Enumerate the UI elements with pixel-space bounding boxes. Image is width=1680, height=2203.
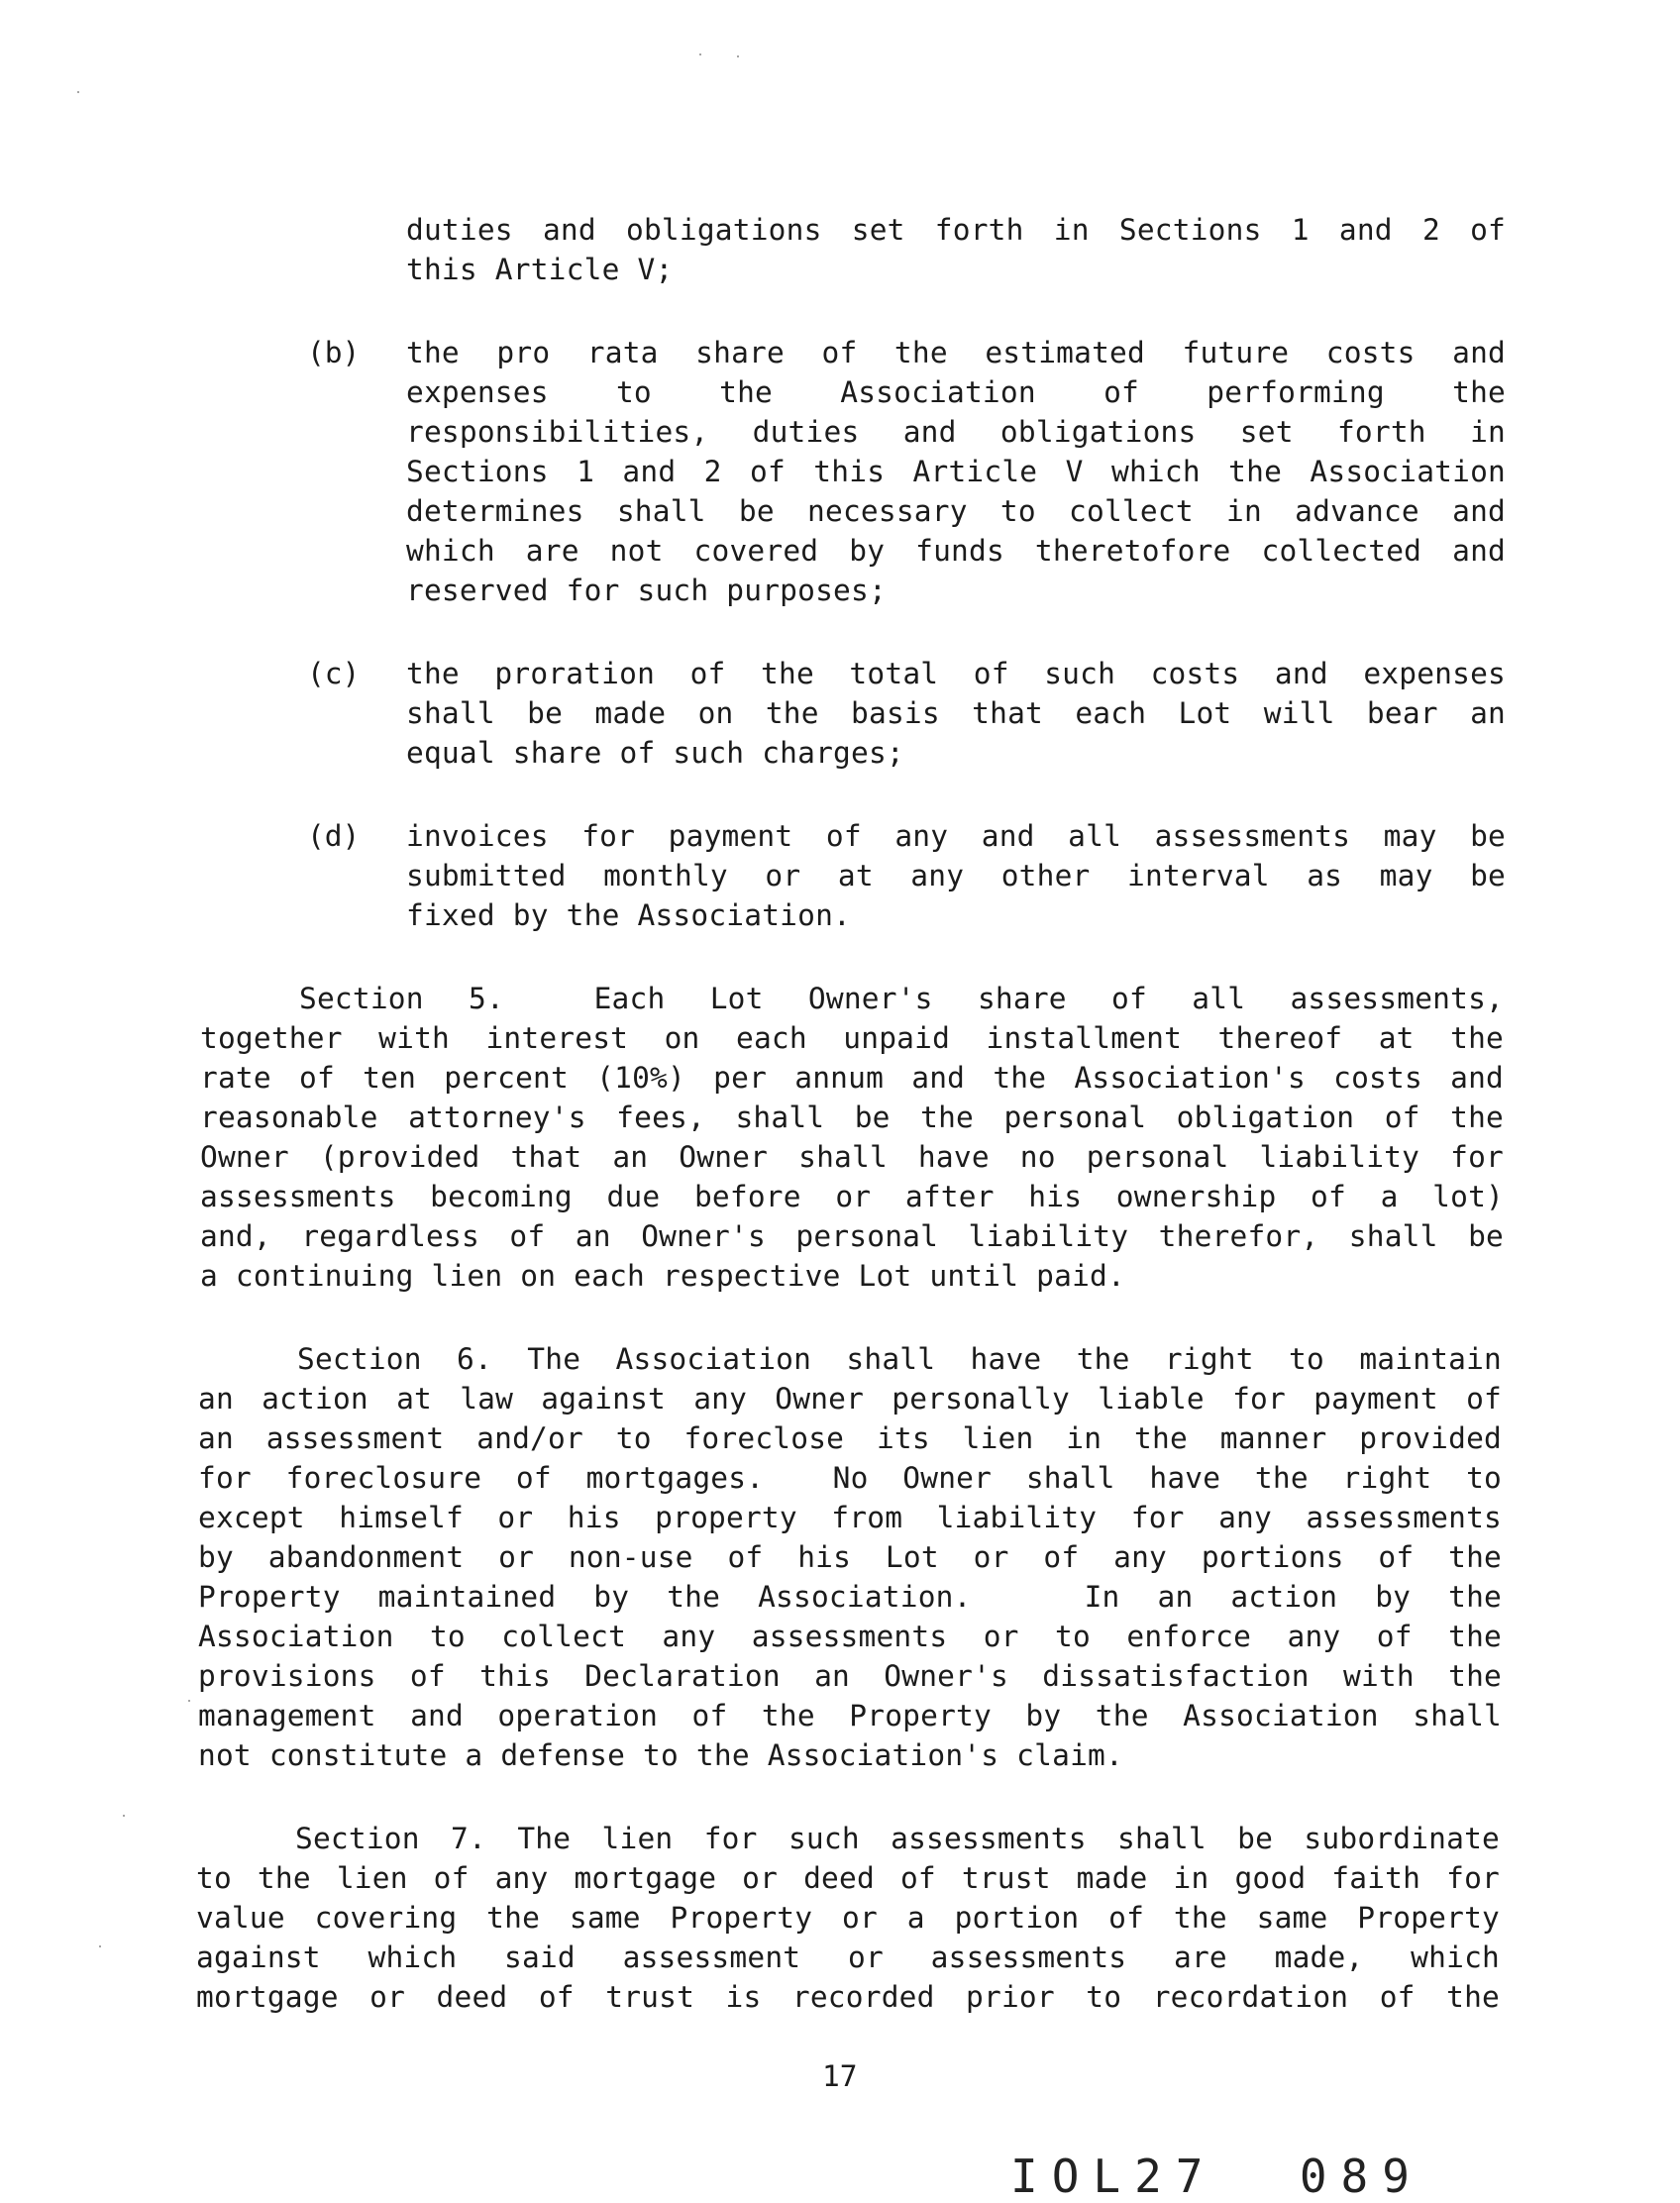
scan-speck xyxy=(699,53,701,55)
item-line: expenses to the Association of performing the xyxy=(406,375,1506,409)
item-line: determines shall be necessary to collect in advance and xyxy=(406,494,1506,528)
section-5-line: together with interest on each unpaid installment thereof at the xyxy=(200,1021,1504,1055)
item-line: shall be made on the basis that each Lot will bear an xyxy=(406,696,1506,730)
item-line: responsibilities, duties and obligations set forth in xyxy=(406,415,1506,449)
scan-speck xyxy=(99,1945,101,1947)
section-7-line: against which said assessment or assessments are made, which xyxy=(196,1941,1500,1974)
section-6-line: Association to collect any assessments or to enforce any of the xyxy=(198,1620,1502,1653)
item-line: equal share of such charges; xyxy=(406,736,904,770)
item-line: submitted monthly or at any other interval as may be xyxy=(406,859,1506,892)
scan-speck xyxy=(188,1700,190,1702)
item-line: the proration of the total of such costs and expenses xyxy=(406,657,1506,690)
item-label: (c) xyxy=(307,657,361,690)
scan-speck xyxy=(123,1815,125,1817)
section-7-line: Section 7. The lien for such assessments shall be subordinate xyxy=(295,1822,1500,1855)
item-line: which are not covered by funds theretofore collected and xyxy=(406,534,1506,568)
section-6-line: an assessment and/or to foreclose its lien in the manner provided xyxy=(198,1421,1502,1455)
section-5-line: Owner (provided that an Owner shall have no personal liability for xyxy=(200,1140,1504,1174)
section-6-line: Property maintained by the Association. In an action by the xyxy=(198,1580,1502,1614)
section-5-line: reasonable attorney's fees, shall be the personal obligation of the xyxy=(200,1101,1504,1134)
section-5-line: rate of ten percent (10%) per annum and the Association's costs and xyxy=(200,1061,1504,1095)
item-line: invoices for payment of any and all assessments may be xyxy=(406,819,1506,853)
item-line: fixed by the Association. xyxy=(406,898,852,932)
section-6-line: by abandonment or non-use of his Lot or of any portions of the xyxy=(198,1540,1502,1574)
section-6-line: except himself or his property from liability for any assessments xyxy=(198,1501,1502,1534)
intro-line: this Article V; xyxy=(406,253,674,286)
item-label: (b) xyxy=(307,336,361,369)
section-6-line: an action at law against any Owner personally liable for payment of xyxy=(198,1382,1502,1416)
scan-speck xyxy=(737,55,739,57)
section-5-line: a continuing lien on each respective Lot until paid. xyxy=(200,1259,1125,1293)
book-reference: IOL27 089 xyxy=(1010,2150,1423,2203)
section-7-line: mortgage or deed of trust is recorded prior to recordation of the xyxy=(196,1980,1500,2014)
page-number: 17 xyxy=(822,2059,858,2093)
section-7-line: to the lien of any mortgage or deed of trust made in good faith for xyxy=(196,1861,1500,1895)
scan-speck xyxy=(77,91,79,93)
section-6-line: Section 6. The Association shall have the right to maintain xyxy=(297,1342,1502,1376)
section-5-line: Section 5. Each Lot Owner's share of all assessments, xyxy=(299,982,1504,1015)
section-5-line: assessments becoming due before or after his ownership of a lot) xyxy=(200,1180,1504,1213)
item-line: Sections 1 and 2 of this Article V which the Association xyxy=(406,455,1506,488)
item-line: reserved for such purposes; xyxy=(406,574,887,607)
section-6-line: provisions of this Declaration an Owner's dissatisfaction with the xyxy=(198,1659,1502,1693)
item-label: (d) xyxy=(307,819,361,853)
section-7-line: value covering the same Property or a portion of the same Property xyxy=(196,1901,1500,1935)
section-5-line: and, regardless of an Owner's personal liability therefor, shall be xyxy=(200,1219,1504,1253)
item-line: the pro rata share of the estimated future costs and xyxy=(406,336,1506,369)
intro-line: duties and obligations set forth in Sections 1 and 2 of xyxy=(406,213,1506,247)
section-6-line: not constitute a defense to the Association's claim. xyxy=(198,1738,1123,1772)
section-6-line: management and operation of the Property by the Association shall xyxy=(198,1699,1502,1732)
section-6-line: for foreclosure of mortgages. No Owner shall have the right to xyxy=(198,1461,1502,1495)
